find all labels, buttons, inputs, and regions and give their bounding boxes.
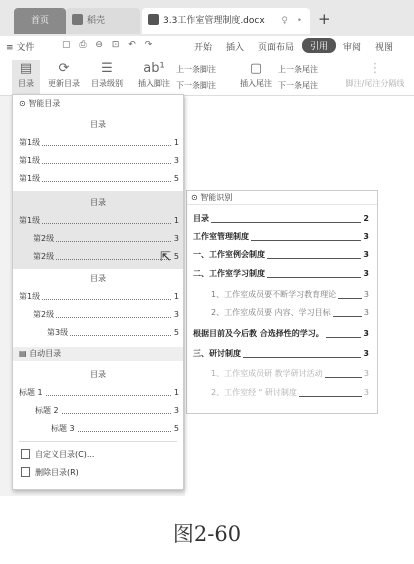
toc-style-title: 目录 [90,120,106,129]
menu-start[interactable]: 开始 [194,43,213,53]
custom-toc-label: 自定义目录(C)... [35,450,95,459]
menu-divider [19,441,177,442]
separator-icon: ⋮ [368,61,382,76]
auto-toc-label: 自动目录 [29,349,62,358]
menu-file[interactable]: ≡ 文件 [6,43,35,53]
panel-toc-row: 2、工作室成员要 内容、学习目标 3 [211,308,369,317]
next-footnote-button[interactable]: 下一条脚注 [176,81,216,90]
toc-button[interactable] [12,60,40,94]
delete-toc-item[interactable] [21,467,79,478]
toc-line: 第1级 5 [19,174,179,183]
footnote-separator-label: 脚注/尾注分隔线 [345,79,405,88]
figure-caption: 图2-60 [172,522,242,546]
panel-toc-row: 目录 2 [193,214,369,223]
ribbon [0,56,414,96]
toc-style-title: 目录 [90,370,106,379]
toc-line: 标题 2 3 [35,406,179,415]
panel-toc-row: 1、工作室成员要不断学习教育理论 3 [211,290,369,299]
toc-line: 第1级 1 [19,292,179,301]
insert-footnote-label: 插入脚注 [138,79,170,88]
toc-line: 第2级 3 [33,310,179,319]
tab-docer-label: 稻壳 [87,16,106,26]
tab-bar [0,0,414,36]
mouse-cursor-icon: ⇱ [160,250,171,265]
panel-toc-row: 工作室管理制度 3 [193,232,369,241]
custom-toc-icon [21,449,30,459]
update-toc-button[interactable] [46,60,82,89]
panel-toc-row: 根据目前及今后教 合选择性的学习。 3 [193,329,369,338]
toc-dropdown [12,94,184,490]
toc-level-button[interactable] [86,60,128,89]
insert-footnote-button[interactable] [136,60,172,89]
toc-style-title: 目录 [90,274,106,283]
toc-line: 标题 3 5 [51,424,179,433]
smart-icon: ⊙ [191,193,201,202]
tab-status-icon: ♀ [281,16,288,26]
auto-toc-header [13,347,183,361]
delete-toc-icon [21,467,30,477]
panel-toc-row: 1、工作室成员研 教学研讨活动 3 [211,369,369,378]
toc-line: 第2级 3 [33,234,179,243]
update-toc-label: 更新目录 [48,79,80,88]
delete-toc-label: 删除目录(R) [35,468,79,477]
menu-view[interactable]: 视图 [375,43,394,53]
smart-recognition-preview[interactable] [186,190,378,414]
toc-line: 第1级 3 [19,156,179,165]
toc-line: 第1级 1 [19,216,179,225]
toc-style-2[interactable] [13,191,183,269]
toc-line: 第3级 5 [47,328,179,337]
footnote-icon: ab¹ [143,61,165,76]
menu-bar [0,36,414,56]
insert-endnote-label: 插入尾注 [240,79,272,88]
smart-toc-label: 智能目录 [28,99,61,108]
custom-toc-item[interactable] [21,449,94,460]
tab-document[interactable] [142,8,310,34]
toc-icon: ▤ [19,61,33,76]
tab-home[interactable]: 首页 [14,8,66,34]
toc-line: 标题 1 1 [19,388,179,397]
prev-footnote-button[interactable]: 上一条脚注 [176,65,216,74]
endnote-icon: ▢ [249,61,263,76]
menu-layout[interactable]: 页面布局 [258,43,295,53]
toc-line: 第1级 1 [19,138,179,147]
smart-recognition-header [187,191,377,205]
footnote-separator-button[interactable] [340,60,410,89]
toc-level-label: 目录级别 [91,79,123,88]
panel-toc-row: 一、工作室例会制度 3 [193,250,369,259]
prev-endnote-button[interactable]: 上一条尾注 [278,65,318,74]
smart-toc-header [13,97,183,111]
smart-toc-icon: ⊙ [19,99,29,108]
tab-close-icon[interactable]: • [296,16,302,26]
panel-toc-row: 二、工作室学习制度 3 [193,269,369,278]
panel-toc-row: 三、研讨制度 3 [193,349,369,358]
panel-toc-row: 2、工作室经 " 研讨制度 3 [211,388,369,397]
docer-icon [72,14,83,25]
toc-style-title: 目录 [90,198,106,207]
menu-reference[interactable]: 引用 [302,38,336,53]
word-doc-icon [148,14,159,25]
toc-button-label: 目录 [18,79,34,88]
quick-access-icons[interactable]: ▢ ⎙ ⊖ ⊡ ↶ ↷ [62,40,156,50]
toc-level-icon: ☰ [101,61,113,76]
new-tab-button[interactable]: + [318,10,331,28]
insert-endnote-button[interactable] [238,60,274,89]
toc-line: 第2级 5 [33,252,179,261]
menu-review[interactable]: 审阅 [343,43,362,53]
auto-toc-icon: ▤ [19,349,30,358]
tab-docer[interactable] [66,8,140,34]
tab-document-label: 3.3工作室管理制度.docx [163,16,265,26]
menu-insert[interactable]: 插入 [226,43,245,53]
update-toc-icon: ⟳ [58,61,70,76]
next-endnote-button[interactable]: 下一条尾注 [278,81,318,90]
smart-recognition-title: 智能识别 [200,193,233,202]
